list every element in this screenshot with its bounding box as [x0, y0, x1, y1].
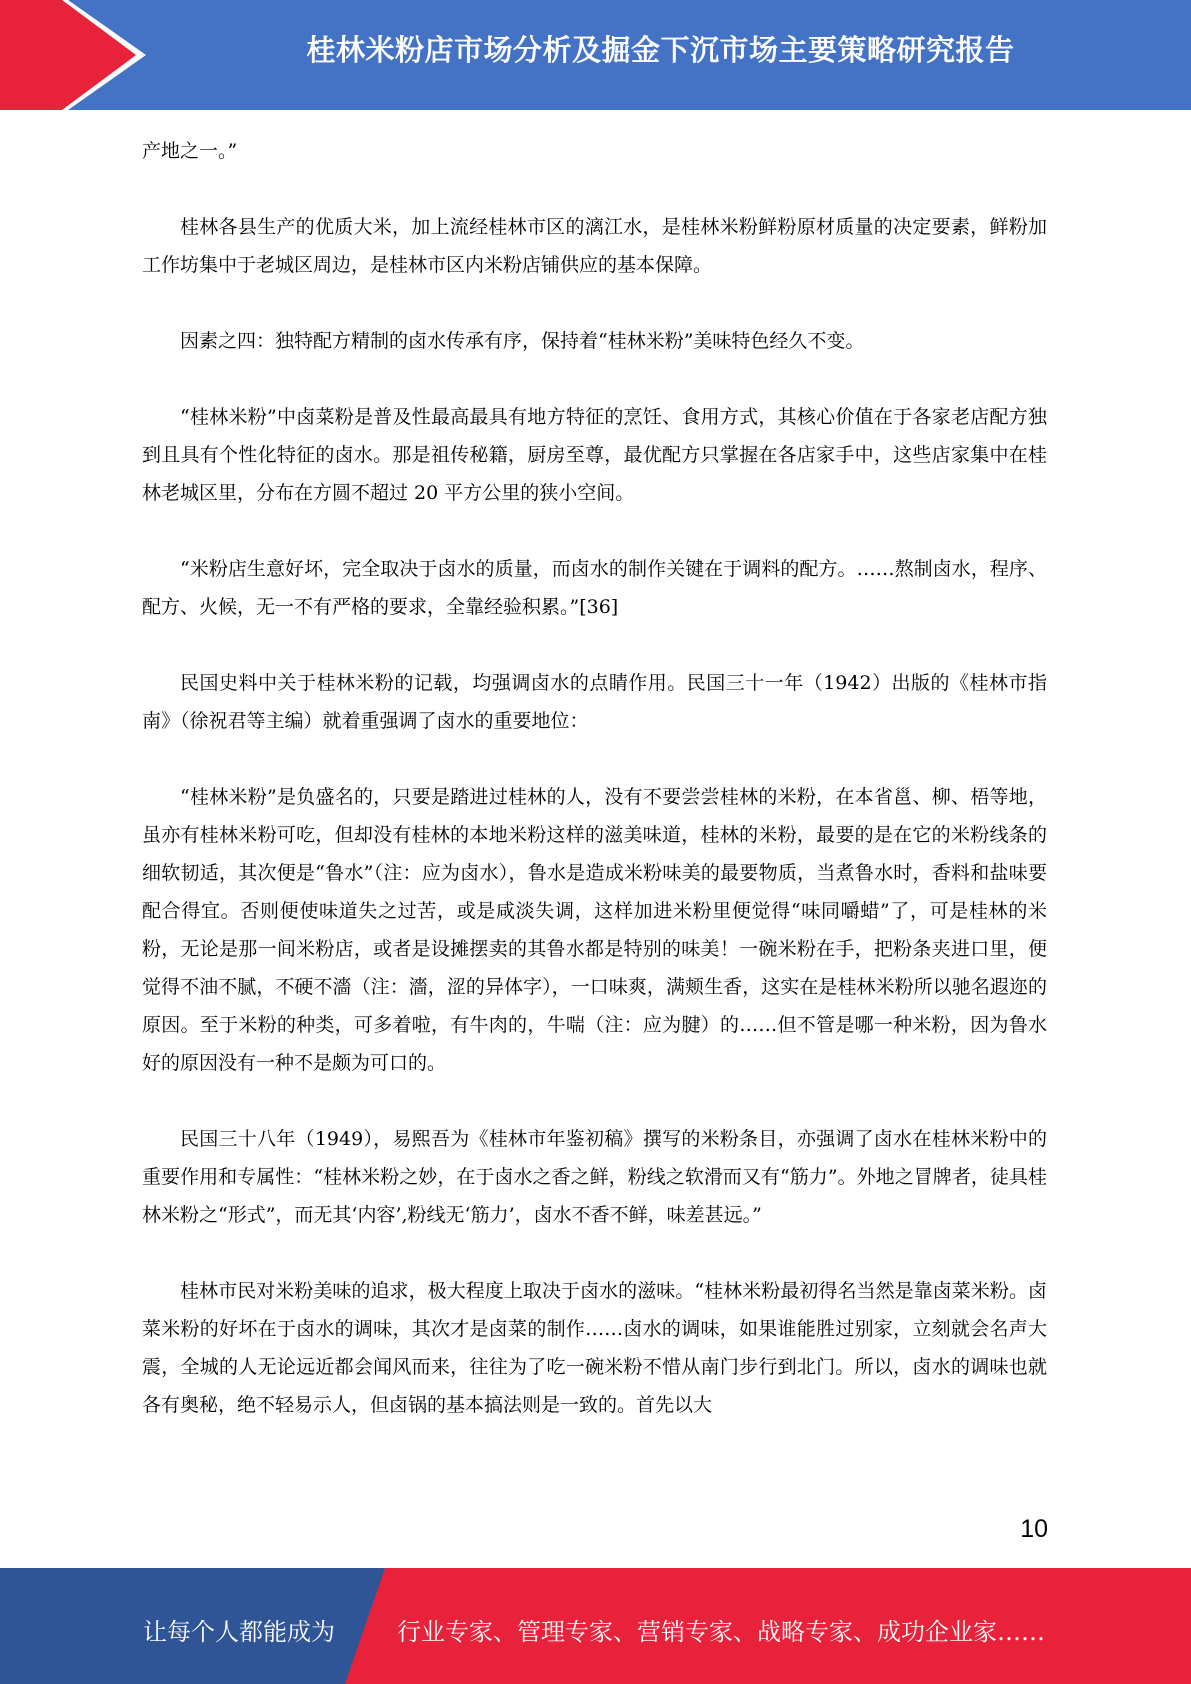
footer-slogan-left: 让每个人都能成为 — [143, 1618, 335, 1646]
page-header — [0, 0, 1191, 110]
page-footer — [0, 1568, 1191, 1684]
footer-slogan-right: 行业专家、管理专家、营销专家、战略专家、成功企业家…… — [397, 1618, 1045, 1646]
body-text — [142, 132, 1047, 1462]
header-arrow-decoration — [0, 0, 160, 110]
report-title: 桂林米粉店市场分析及掘金下沉市场主要策略研究报告 — [306, 33, 1015, 67]
page-number: 10 — [1020, 1515, 1048, 1543]
paragraph: 民国史料中关于桂林米粉的记载，均强调卤水的点睛作用。民国三十一年（1942）出版的《桂林市指南》（徐祝君等主编）就着重强调了卤水的重要地位： — [142, 672, 1047, 732]
paragraph: 桂林各县生产的优质大米，加上流经桂林市区的漓江水，是桂林米粉鲜粉原材质量的决定要素，鲜粉加工作坊集中于老城区周边，是桂林市区内米粉店铺供应的基本保障。 — [142, 216, 1047, 276]
paragraph: “米粉店生意好坏，完全取决于卤水的质量，而卤水的制作关键在于调料的配方。……熬制卤水，程序、配方、火候，无一不有严格的要求，全靠经验积累。”[36] — [142, 558, 1047, 618]
paragraph: 民国三十八年（1949），易熙吾为《桂林市年鉴初稿》撰写的米粉条目，亦强调了卤水在桂林米粉中的重要作用和专属性：“桂林米粉之妙，在于卤水之香之鲜，粉线之软滑而又有“筋力”。外地之冒牌者，徒具桂林米粉之“形式”，而无其‘内容’,粉线无‘筋力’，卤水不香不鲜，味差甚远。” — [142, 1128, 1047, 1226]
quoted-paragraph: “桂林米粉”是负盛名的，只要是踏进过桂林的人，没有不要尝尝桂林的米粉，在本省邕、柳、梧等地，虽亦有桂林米粉可吃，但却没有桂林的本地米粉这样的滋美味道，桂林的米粉，最要的是在它的米粉线条的细软韧适，其次便是“鲁水”（注：应为卤水），鲁水是造成米粉味美的最要物质，当煮鲁水时，香料和盐味要配合得宜。否则便使味道失之过苦，或是咸淡失调，这样加进米粉里便觉得“味同嚼蜡”了，可是桂林的米粉，无论是那一间米粉店，或者是设摊摆卖的其鲁水都是特别的味美！一碗米粉在手，把粉条夹进口里，便觉得不油不腻，不硬不濇（注：濇，涩的异体字），一口味爽，满颊生香，这实在是桂林米粉所以驰名遐迩的原因。至于米粉的种类，可多着啦，有牛肉的，牛喘（注：应为腱）的……但不管是哪一种米粉，因为鲁水好的原因没有一种不是颇为可口的。 — [142, 786, 1047, 1074]
paragraph: 桂林市民对米粉美味的追求，极大程度上取决于卤水的滋味。“桂林米粉最初得名当然是靠卤菜米粉。卤菜米粉的好坏在于卤水的调味，其次才是卤菜的制作……卤水的调味，如果谁能胜过别家，立刻就会名声大震，全城的人无论远近都会闻风而来，往往为了吃一碗米粉不惜从南门步行到北门。所以，卤水的调味也就各有奥秘，绝不轻易示人，但卤锅的基本搞法则是一致的。首先以大 — [142, 1280, 1047, 1416]
paragraph: 因素之四：独特配方精制的卤水传承有序，保持着“桂林米粉”美味特色经久不变。 — [180, 330, 865, 352]
paragraph: 产地之一。” — [142, 140, 238, 162]
paragraph: “桂林米粉”中卤菜粉是普及性最高最具有地方特征的烹饪、食用方式，其核心价值在于各家老店配方独到且具有个性化特征的卤水。那是祖传秘籍，厨房至尊，最优配方只掌握在各店家手中，这些店家集中在桂林老城区里，分布在方圆不超过 20 平方公里的狭小空间。 — [142, 406, 1047, 504]
